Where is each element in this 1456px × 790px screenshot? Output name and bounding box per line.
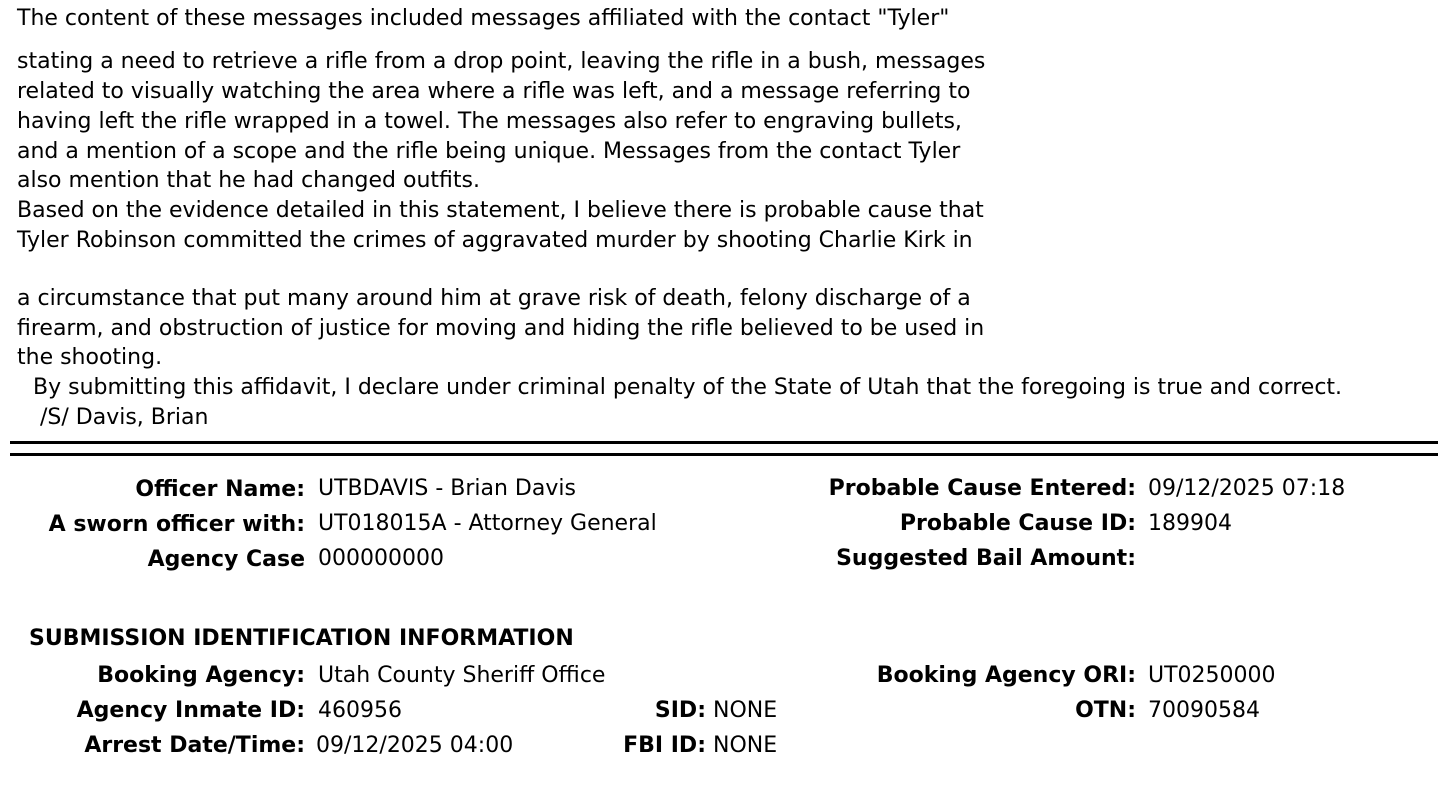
narrative-line: Tyler Robinson committed the crimes of aggravated murder by shooting Charlie Kirk in	[17, 228, 973, 253]
narrative-line: Based on the evidence detailed in this statement, I believe there is probable cause that	[17, 198, 984, 223]
booking-agency-ori-value: UT0250000	[1148, 663, 1276, 688]
narrative-line-cut	[17, 6, 950, 42]
officer-name-value: UTBDAVIS - Brian Davis	[318, 476, 576, 501]
agency-inmate-id-value: 460956	[318, 698, 402, 723]
sworn-officer-value: UT018015A - Attorney General	[318, 511, 657, 536]
narrative-line: and a mention of a scope and the rifle being unique. Messages from the contact Tyler	[17, 139, 961, 164]
suggested-bail-label: Suggested Bail Amount:	[836, 546, 1136, 571]
narrative-line: the shooting.	[17, 345, 163, 370]
declaration-text: By submitting this affidavit, I declare under criminal penalty of the State of Utah that the foregoing is true and correct.	[33, 375, 1343, 400]
agency-case-label: Agency Case	[147, 547, 305, 572]
probable-cause-entered-value: 09/12/2025 07:18	[1148, 476, 1346, 501]
divider-rule	[10, 453, 1438, 456]
sid-label: SID:	[654, 698, 706, 723]
sworn-officer-label: A sworn officer with:	[48, 512, 305, 537]
fbi-id-value: NONE	[713, 733, 778, 758]
booking-agency-label: Booking Agency:	[97, 663, 305, 688]
narrative-line: firearm, and obstruction of justice for moving and hiding the rifle believed to be used in	[17, 316, 985, 341]
narrative-line: having left the rifle wrapped in a towel. The messages also refer to engraving bullets,	[17, 109, 962, 134]
section-heading: SUBMISSION IDENTIFICATION INFORMATION	[29, 626, 574, 651]
agency-case-value: 000000000	[318, 546, 444, 571]
signature-text: /S/ Davis, Brian	[40, 405, 209, 430]
booking-agency-value: Utah County Sheriff Office	[318, 663, 606, 688]
agency-inmate-id-label: Agency Inmate ID:	[76, 698, 305, 723]
narrative-line: related to visually watching the area where a rifle was left, and a message referring to	[17, 79, 971, 104]
otn-label: OTN:	[1075, 698, 1136, 723]
fbi-id-label: FBI ID:	[623, 733, 706, 758]
narrative-line: The content of these messages included messages affiliated with the contact "Tyler"	[17, 6, 950, 31]
probable-cause-entered-label: Probable Cause Entered:	[828, 476, 1136, 501]
officer-name-label: Officer Name:	[135, 477, 305, 502]
narrative-line: a circumstance that put many around him at grave risk of death, felony discharge of a	[17, 286, 971, 311]
narrative-line: also mention that he had changed outfits.	[17, 168, 480, 193]
probable-cause-id-value: 189904	[1148, 511, 1232, 536]
narrative-line: stating a need to retrieve a rifle from a drop point, leaving the rifle in a bush, messages	[17, 49, 986, 74]
arrest-datetime-label: Arrest Date/Time:	[84, 733, 305, 758]
otn-value: 70090584	[1148, 698, 1260, 723]
booking-agency-ori-label: Booking Agency ORI:	[876, 663, 1136, 688]
divider-rule	[10, 441, 1438, 444]
arrest-datetime-value: 09/12/2025 04:00	[316, 733, 514, 758]
probable-cause-id-label: Probable Cause ID:	[899, 511, 1136, 536]
sid-value: NONE	[713, 698, 778, 723]
